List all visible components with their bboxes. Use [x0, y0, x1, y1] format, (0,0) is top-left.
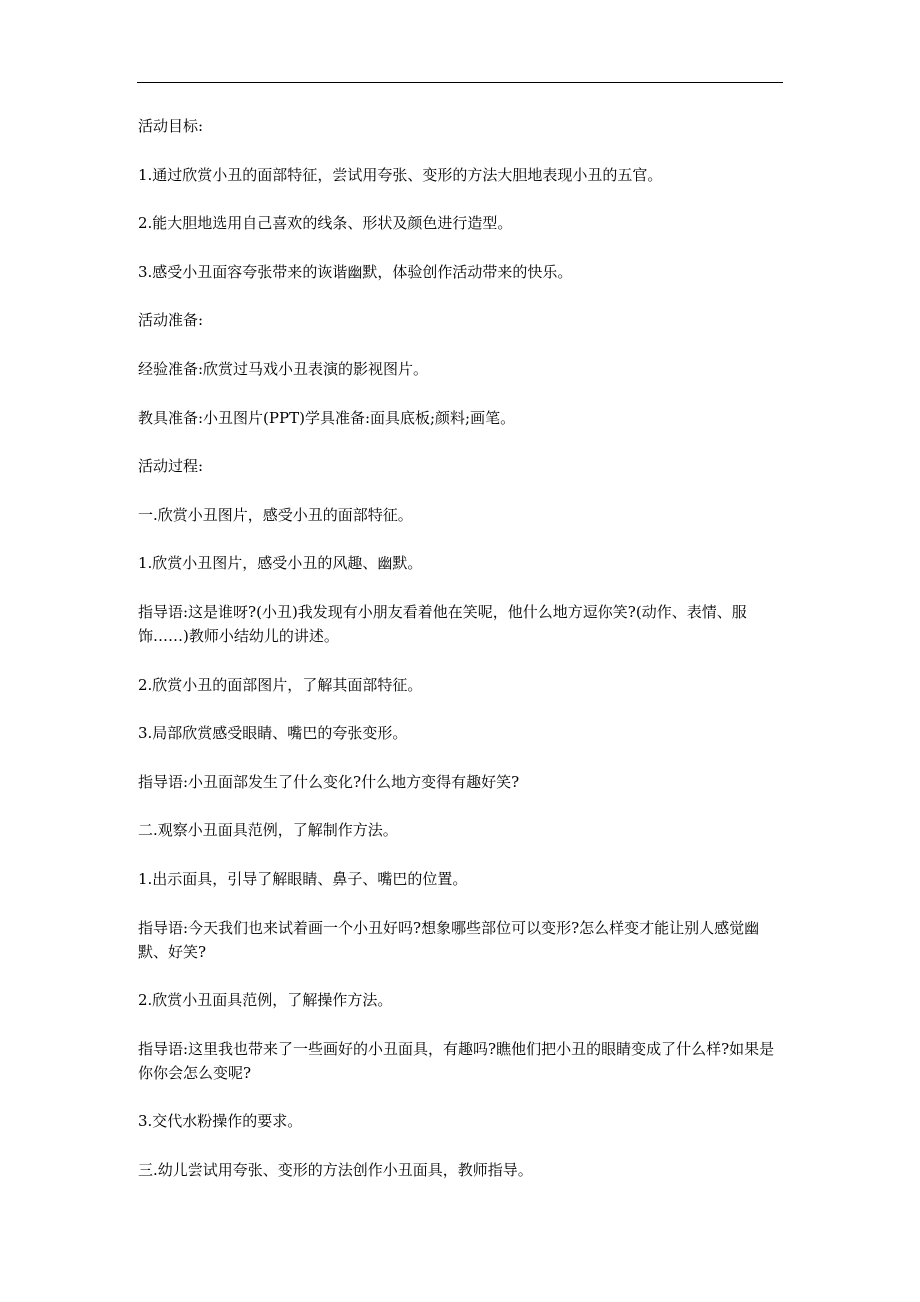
- preparation-experience: 经验准备:欣赏过马戏小丑表演的影视图片。: [138, 359, 429, 378]
- heading-activity-preparation: 活动准备:: [138, 311, 204, 330]
- guidance-text: 指导语:今天我们也来试着画一个小丑好吗?想象哪些部位可以变形?怎么样变才能让别人感觉幽默、好笑?: [138, 918, 760, 961]
- process-step: 1.出示面具，引导了解眼睛、鼻子、嘴巴的位置。: [138, 869, 468, 888]
- process-step: 2.欣赏小丑面具范例，了解操作方法。: [138, 991, 393, 1010]
- process-section-2: 二.观察小丑面具范例，了解制作方法。: [138, 821, 398, 840]
- process-step: 2.欣赏小丑的面部图片，了解其面部特征。: [138, 675, 423, 694]
- document-body: [138, 114, 786, 1206]
- process-step: 3.交代水粉操作的要求。: [138, 1112, 303, 1131]
- guidance-text: 指导语:小丑面部发生了什么变化?什么地方变得有趣好笑?: [138, 772, 520, 791]
- process-section-1: 一.欣赏小丑图片，感受小丑的面部特征。: [138, 505, 413, 524]
- process-step: 1.欣赏小丑图片，感受小丑的风趣、幽默。: [138, 554, 423, 573]
- header-rule: [137, 82, 783, 83]
- guidance-text: 指导语:这里我也带来了一些画好的小丑面具，有趣吗?瞧他们把小丑的眼睛变成了什么样?如果是你你会怎么变呢?: [138, 1039, 775, 1082]
- heading-activity-goals: 活动目标:: [138, 117, 204, 135]
- process-section-3: 三.幼儿尝试用夸张、变形的方法创作小丑面具，教师指导。: [138, 1160, 533, 1179]
- process-step: 3.局部欣赏感受眼睛、嘴巴的夸张变形。: [138, 724, 408, 743]
- goal-item-3: 3.感受小丑面容夸张带来的诙谐幽默，体验创作活动带来的快乐。: [138, 262, 573, 281]
- goal-item-1: 1.通过欣赏小丑的面部特征，尝试用夸张、变形的方法大胆地表现小丑的五官。: [138, 165, 663, 184]
- preparation-materials: 教具准备:小丑图片(PPT)学具准备:面具底板;颜料;画笔。: [138, 408, 516, 427]
- guidance-text: 指导语:这是谁呀?(小丑)我发现有小朋友看着他在笑呢，他什么地方逗你笑?(动作、表情、服饰……)教师小结幼儿的讲述。: [138, 602, 747, 645]
- goal-item-2: 2.能大胆地选用自己喜欢的线条、形状及颜色进行造型。: [138, 214, 513, 233]
- heading-activity-process: 活动过程:: [138, 457, 204, 476]
